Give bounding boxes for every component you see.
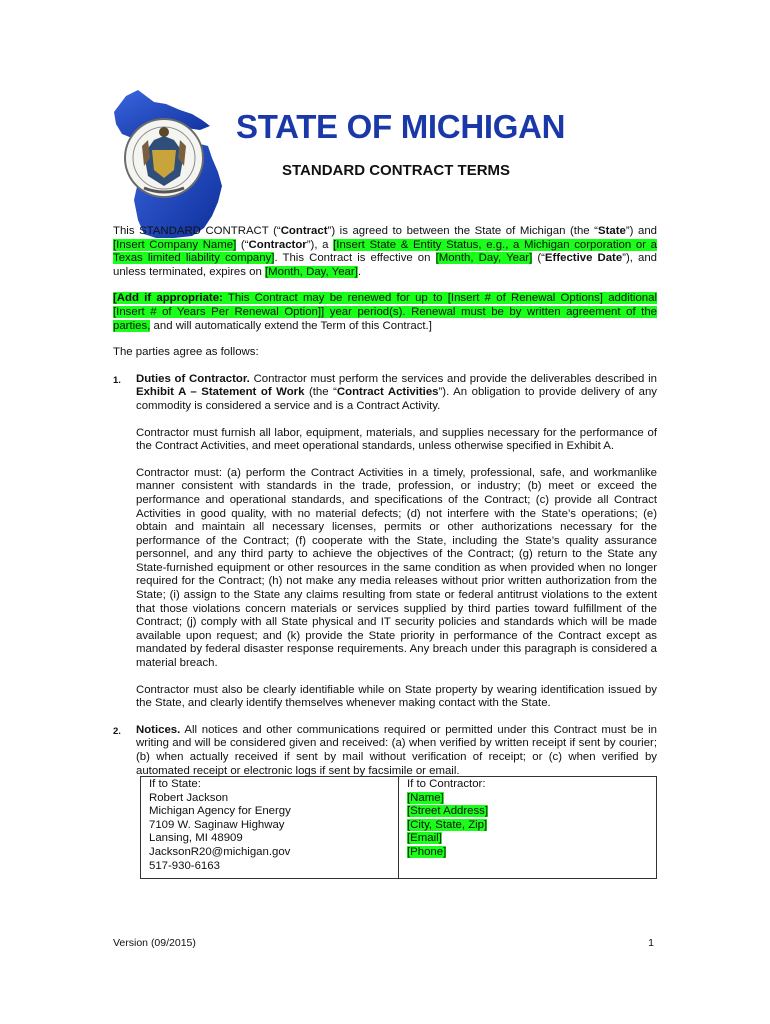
michigan-seal-logo	[108, 88, 233, 248]
section-paragraph: Contractor must also be clearly identifiable while on State property by wearing identification issued by the State, and clearly identify themselves whenever making contact with the State.	[136, 683, 657, 710]
section-heading: Notices.	[136, 723, 181, 736]
seal-icon	[125, 119, 203, 197]
placeholder-city-state-zip[interactable]: [City, State, Zip]	[407, 818, 488, 831]
placeholder-entity-status[interactable]: [Insert State & Entity Status, e.g., a Michigan corporation or a Texas limited liability company]	[113, 238, 657, 265]
notices-table	[140, 776, 657, 879]
state-contact-line: 7109 W. Saginaw Highway	[149, 818, 285, 831]
section-paragraph: Duties of Contractor. Contractor must perform the services and provide the deliverables described in Exhibit A – Statement of Work (the “Contract Activities”). An obligation to provide delivery of any commodity is considered a service and is a Contract Activity.	[136, 372, 658, 412]
section-notices	[113, 724, 657, 778]
placeholder-expiry-date[interactable]: [Month, Day, Year]	[264, 265, 358, 278]
section-heading: Duties of Contractor.	[136, 372, 250, 385]
page-subtitle: STANDARD CONTRACT TERMS	[282, 162, 511, 179]
page-title: STATE OF MICHIGAN	[236, 108, 566, 145]
section-duties-of-contractor	[113, 373, 657, 711]
placeholder-phone[interactable]: [Phone]	[407, 845, 447, 858]
contract-body	[113, 225, 657, 778]
footer-version: Version (09/2015)	[113, 937, 196, 949]
state-contact-cell	[141, 777, 399, 879]
section-number: 1.	[113, 374, 121, 386]
placeholder-contractor-name[interactable]: [Name]	[407, 791, 444, 804]
footer-page-number: 1	[648, 937, 654, 949]
state-contact-line: Michigan Agency for Energy	[149, 805, 291, 818]
placeholder-street-address[interactable]: [Street Address]	[407, 805, 489, 818]
renewal-highlight[interactable]: [Add if appropriate: This Contract may be renewed for up to [Insert # of Renewal Options] additional [Insert # of Years Per Renewal Option]] year period(s). Renewal must be by written agreement of the parties,	[113, 292, 657, 332]
state-contact-line: JacksonR20@michigan.gov	[149, 845, 291, 858]
placeholder-company-name[interactable]: [Insert Company Name]	[113, 238, 237, 251]
contractor-contact-cell	[399, 777, 657, 879]
section-number: 2.	[113, 725, 121, 737]
renewal-paragraph: [Add if appropriate: This Contract may be renewed for up to [Insert # of Renewal Options] additional [Insert # of Years Per Renewal Option]] year period(s). Renewal must be by written agreement of the parties, and will automatically extend the Term of this Contract.]	[113, 292, 657, 332]
section-paragraph: Contractor must: (a) perform the Contract Activities in a timely, professional, safe, and workmanlike manner consistent with standards in the trade, profession, or industry; (b) meet or exceed the performance and operational standards, and specifications of the Contract; (c) provide all Contract Activities in good quality, with no material defects; (d) not interfere with the State’s operations; (e) obtain and maintain all necessary licenses, permits or other authorizations necessary for the performance of the Contract; (f) cooperate with the State, including the State’s quality assurance personnel, and any third party to achieve the objectives of the Contract; (g) return to the State any State-furnished equipment or other resources in the same condition as when provided when no longer required for the Contract; (h) not make any media releases without prior written authorization from the State; (i) assign to the State any claims resulting from state or federal antitrust violations to the extent that those violations concern materials or services supplied by third parties toward fulfillment of the Contract; (j) comply with all State physical and IT security policies and standards which will be made available upon request; and (k) provide the State priority in performance of the Contract except as mandated by federal disaster response requirements. Any breach under this paragraph is considered a material breach.	[136, 466, 657, 670]
section-paragraph: Contractor must furnish all labor, equipment, materials, and supplies necessary for the performance of the Contract Activities, and meet operational standards, unless otherwise specified in Exhibit A.	[136, 426, 657, 453]
contractor-contact-header: If to Contractor:	[407, 778, 486, 790]
placeholder-effective-date[interactable]: [Month, Day, Year]	[435, 252, 533, 265]
intro-paragraph: This STANDARD CONTRACT (“Contract”) is agreed to between the State of Michigan (the “State”) and [Insert Company Name] (“Contractor”), a [Insert State & Entity Status, e.g., a Michigan corporation or a Texas limited liability company]. This Contract is effective on [Month, Day, Year] (“Effective Date”), and unless terminated, expires on [Month, Day, Year].	[113, 225, 658, 278]
section-paragraph: Notices. All notices and other communications required or permitted under this Contract must be in writing and will be considered given and received: (a) when verified by written receipt if sent by courier; (b) when actually received if sent by mail without verification of receipt; or (c) when verified by automated receipt or electronic logs if sent by facsimile or email.	[136, 723, 657, 777]
state-contact-line: 517-930-6163	[149, 859, 220, 872]
state-contact-header: If to State:	[149, 778, 201, 790]
state-contact-line: Robert Jackson	[149, 791, 229, 804]
placeholder-email[interactable]: [Email]	[407, 832, 442, 845]
state-contact-line: Lansing, MI 48909	[149, 832, 243, 845]
parties-statement: The parties agree as follows:	[113, 346, 259, 359]
